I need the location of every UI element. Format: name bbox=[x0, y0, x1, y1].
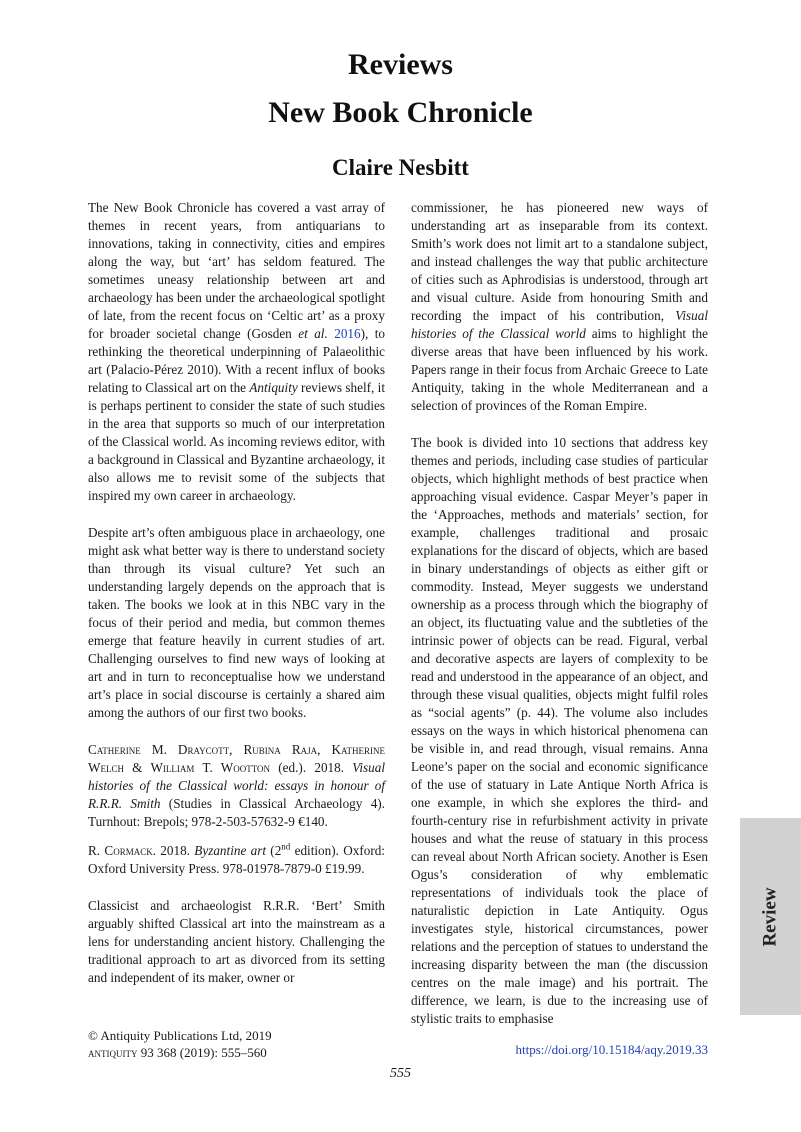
citation-link[interactable]: 2016 bbox=[334, 326, 361, 341]
copyright-notice: © Antiquity Publications Ltd, 2019 bbox=[88, 1028, 272, 1043]
journal-reference: antiquity 93 368 (2019): 555–560 bbox=[88, 1045, 267, 1060]
page-number: 555 bbox=[390, 1066, 411, 1081]
intro-paragraph: The New Book Chronicle has covered a vast array of themes in recent years, from antiquarians to innovations, taking in connectivity, cities and empires along the way, but ‘art’ has seldom featured. The sometimes uneasy relationship between art and archaeology has been under the archaeological spotlight of late, from the recent focus on ‘Celtic art’ as a proxy for broader societal change (Gosden et al. 2016), to rethinking the theoretical underpinning of Palaeolithic art (Palacio-Pérez 2010). With a recent influx of books relating to Classical art on the Antiquity reviews shelf, it is perhaps pertinent to consider the state of such studies in the area that supports so much of our interpretation of the Classical world. As incoming reviews editor, with a background in Classical and Byzantine archaeology, it also allows me to revisit some of the subjects that inspired my own career in archaeology. bbox=[88, 200, 386, 503]
body-paragraph: Despite art’s often ambiguous place in archaeology, one might ask what better way is there to understand society than through its visual culture? Yet such an understanding largely depends on the approach that is taken. The books we look at in this NBC vary in the focus of their period and media, but common themes emerge that feature heavily in current studies of art. Challenging ourselves to find new ways of looking at art and in turn to reconceptualise how we understand art’s place in social discourse is certainly a shared aim among the authors of our first two books. bbox=[88, 525, 385, 720]
body-paragraph: The book is divided into 10 sections that address key themes and periods, including case studies of particular objects, which highlight methods of best practice when approaching visual evidence. Caspar Meyer’s paper in the ‘Approaches, methods and materials’ section, for example, challenges traditional and prosaic explanations for the discard of objects, which are based in binary understandings of objects as either gift or commodity. Instead, Meyer suggests we understand ownership as a process through which the biography of an object, its fluctuating value and the subtleties of the intrinsic power of objects can be read. Figural, verbal and decorative aspects are layers of complexity to be read and understood in the appearance of an object, and through these visual qualities, objects might fulfil roles as “social agents” (p. 44). The volume also includes essays on the ways in which historical phenomena can be visible in, and read through, visual remains. Anna Leone’s paper on the social and economic significance of the use of statuary in Late Antique North Africa is one example, in which she explores the third- and fourth-century rise in refurbishment activity in private houses and what the reuse of statuary in this process can reveal about North African society. Another is Esen Ogus’s consideration of why emblematic representations of individuals took the place of naturalistic depiction in Late Antiquity. Ogus investigates style, historical circumstances, power relations and the perception of statues to understand the increasing disparity between the man (the discussion centres on the male image) and his portrait. The difference, we learn, is due to the increasing use of stylistic traits to emphasise bbox=[411, 435, 708, 1026]
doi-link[interactable]: https://doi.org/10.15184/aqy.2019.33 bbox=[515, 1042, 708, 1057]
left-column bbox=[88, 199, 385, 987]
right-column bbox=[411, 199, 708, 1028]
body-paragraph: commissioner, he has pioneered new ways of understanding art as inseparable from its context. Smith’s work does not limit art to a standalone subject, and instead challenges the way that public architecture of cities such as Aphrodisias is understood, through art and visual culture. Aside from honouring Smith and recording the impact of his contribution, Visual histories of the Classical world aims to highlight the diverse areas that have been influenced by his work. Papers range in their focus from Archaic Greece to Late Antiquity, taking in the whole Mediterranean and a selection of provinces of the Roman Empire. bbox=[411, 200, 709, 413]
book-reference: Catherine M. Draycott, Rubina Raja, Katherine Welch & William T. Wootton (ed.). 2018. Visual histories of the Classical world: essays in honour of R.R.R. Smith (Studies in Classical Archaeology 4). Turnhout: Brepols; 978-2-503-57632-9 €140. bbox=[88, 742, 386, 829]
author-name: Claire Nesbitt bbox=[332, 155, 469, 180]
body-paragraph: Classicist and archaeologist R.R.R. ‘Bert’ Smith arguably shifted Classical art into the mainstream as a lens for understanding ancient history. Challenging the traditional approach to art as divorced from its setting and independent of its maker, owner or bbox=[88, 898, 385, 985]
section-heading: Reviews bbox=[348, 48, 453, 81]
book-reference: R. Cormack. 2018. Byzantine art (2nd edition). Oxford: Oxford University Press. 978-01978-7879-0 £19.99. bbox=[88, 841, 385, 876]
review-side-tab bbox=[740, 818, 801, 1015]
article-title: New Book Chronicle bbox=[268, 96, 533, 129]
side-tab-label: Review bbox=[759, 886, 781, 947]
